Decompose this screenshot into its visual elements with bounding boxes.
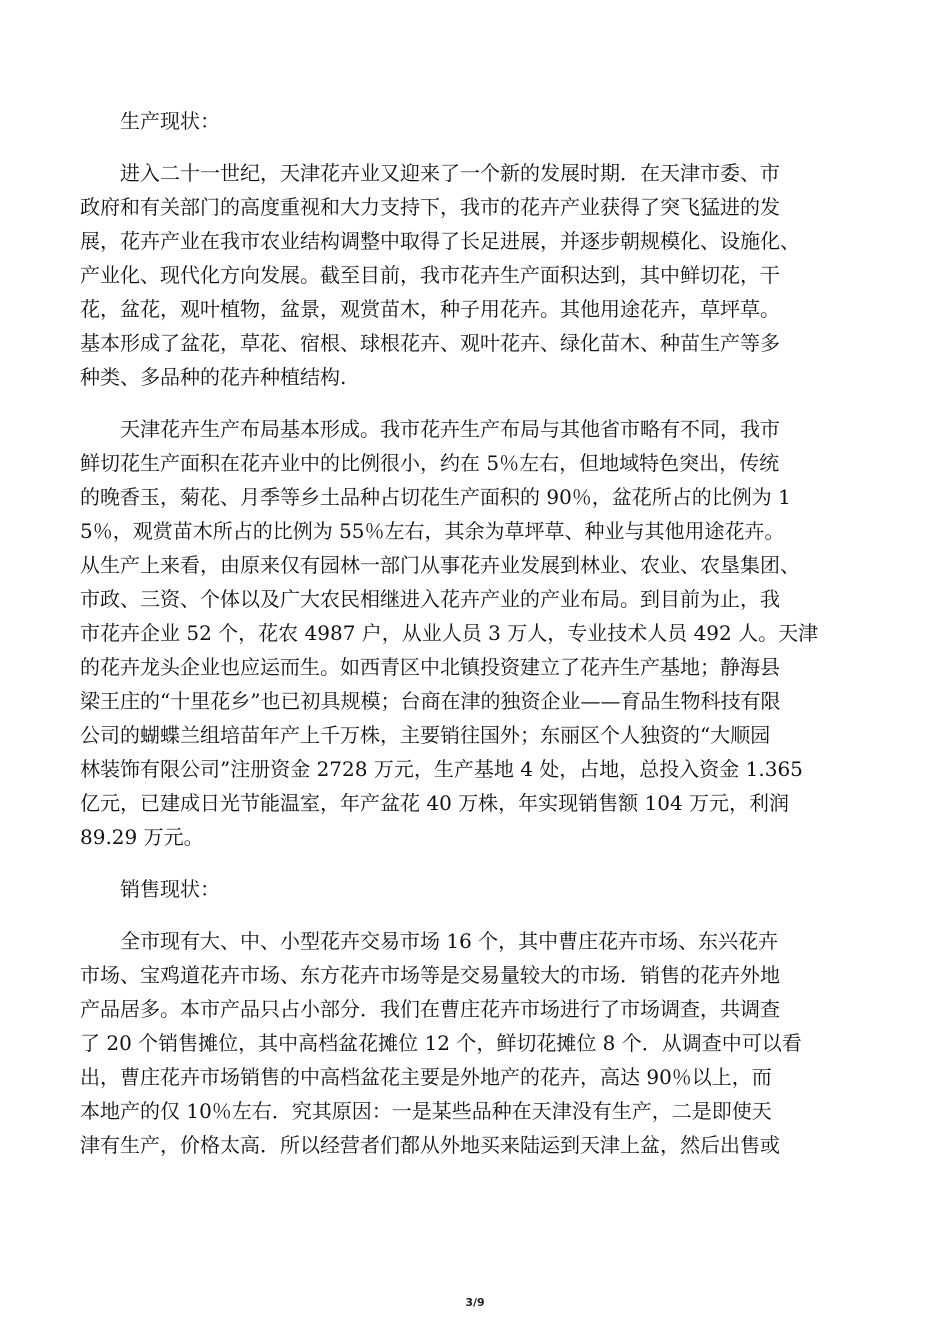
text-line: 出，曹庄花卉市场销售的中高档盆花主要是外地产的花卉，高达 90％以上，而	[80, 1065, 772, 1089]
text-line: 89.29 万元。	[80, 825, 204, 849]
paragraph	[80, 924, 870, 1162]
text-line: 的晚香玉，菊花、月季等乡土品种占切花生产面积的 90％，盆花所占的比例为 1	[80, 485, 791, 509]
text-line: 政府和有关部门的高度重视和大力支持下，我市的花卉产业获得了突飞猛进的发	[80, 195, 780, 219]
text-line: 本地产的仅 10％左右．究其原因：一是某些品种在天津没有生产，二是即使天	[80, 1099, 772, 1123]
text-line: 市政、三资、个体以及广大农民相继进入花卉产业的产业布局。到目前为止，我	[80, 587, 780, 611]
text-line: 津有生产，价格太高．所以经营者们都从外地买来陆运到天津上盆，然后出售或	[80, 1133, 780, 1157]
text-line: 产品居多。本市产品只占小部分．我们在曹庄花卉市场进行了市场调查，共调查	[80, 997, 780, 1021]
text-line: 天津花卉生产布局基本形成。我市花卉生产布局与其他省市略有不同，我市	[120, 417, 780, 441]
text-line: 的花卉龙头企业也应运而生。如西青区中北镇投资建立了花卉生产基地；静海县	[80, 655, 780, 679]
text-line: 鲜切花生产面积在花卉业中的比例很小，约在 5％左右，但地域特色突出，传统	[80, 451, 780, 475]
text-line: 从生产上来看，由原来仅有园林一部门从事花卉业发展到林业、农业、农垦集团、	[80, 553, 800, 577]
text-line: 全市现有大、中、小型花卉交易市场 16 个，其中曹庄花卉市场、东兴花卉	[120, 929, 779, 953]
text-line: 梁王庄的“十里花乡”也已初具规模；台商在津的独资企业——育品生物科技有限	[80, 689, 781, 713]
section-heading: 生产现状：	[120, 109, 220, 133]
text-line: 了 20 个销售摊位，其中高档盆花摊位 12 个，鲜切花摊位 8 个．从调查中可以看	[80, 1031, 802, 1055]
text-line: 亿元，已建成日光节能温室，年产盆花 40 万株，年实现销售额 104 万元，利润	[80, 791, 790, 815]
page-number: 3/9	[465, 1296, 485, 1309]
text-line: 市花卉企业 52 个，花农 4987 户，从业人员 3 万人，专业技术人员 492 人。天津	[80, 621, 819, 645]
paragraph	[80, 412, 870, 854]
text-line: 5％，观赏苗木所占的比例为 55％左右，其余为草坪草、种业与其他用途花卉。	[80, 519, 785, 543]
text-line: 展，花卉产业在我市农业结构调整中取得了长足进展，并逐步朝规模化、设施化、	[80, 229, 800, 253]
text-line: 产业化、现代化方向发展。截至目前，我市花卉生产面积达到，其中鲜切花，干	[80, 263, 780, 287]
section-heading: 销售现状：	[120, 877, 220, 901]
text-line: 种类、多品种的花卉种植结构.	[80, 365, 347, 389]
document-body	[80, 104, 870, 1180]
text-line: 基本形成了盆花，草花、宿根、球根花卉、观叶花卉、绿化苗木、种苗生产等多	[80, 331, 780, 355]
text-line: 公司的蝴蝶兰组培苗年产上千万株，主要销往国外；东丽区个人独资的“大顺园	[80, 723, 771, 747]
text-line: 林装饰有限公司”注册资金 2728 万元，生产基地 4 处，占地，总投入资金 1.365	[80, 757, 803, 781]
text-line: 进入二十一世纪，天津花卉业又迎来了一个新的发展时期．在天津市委、市	[120, 161, 780, 185]
text-line: 花，盆花，观叶植物，盆景，观赏苗木，种子用花卉。其他用途花卉，草坪草。	[80, 297, 780, 321]
text-line: 市场、宝鸡道花卉市场、东方花卉市场等是交易量较大的市场．销售的花卉外地	[80, 963, 780, 987]
paragraph	[80, 156, 870, 394]
